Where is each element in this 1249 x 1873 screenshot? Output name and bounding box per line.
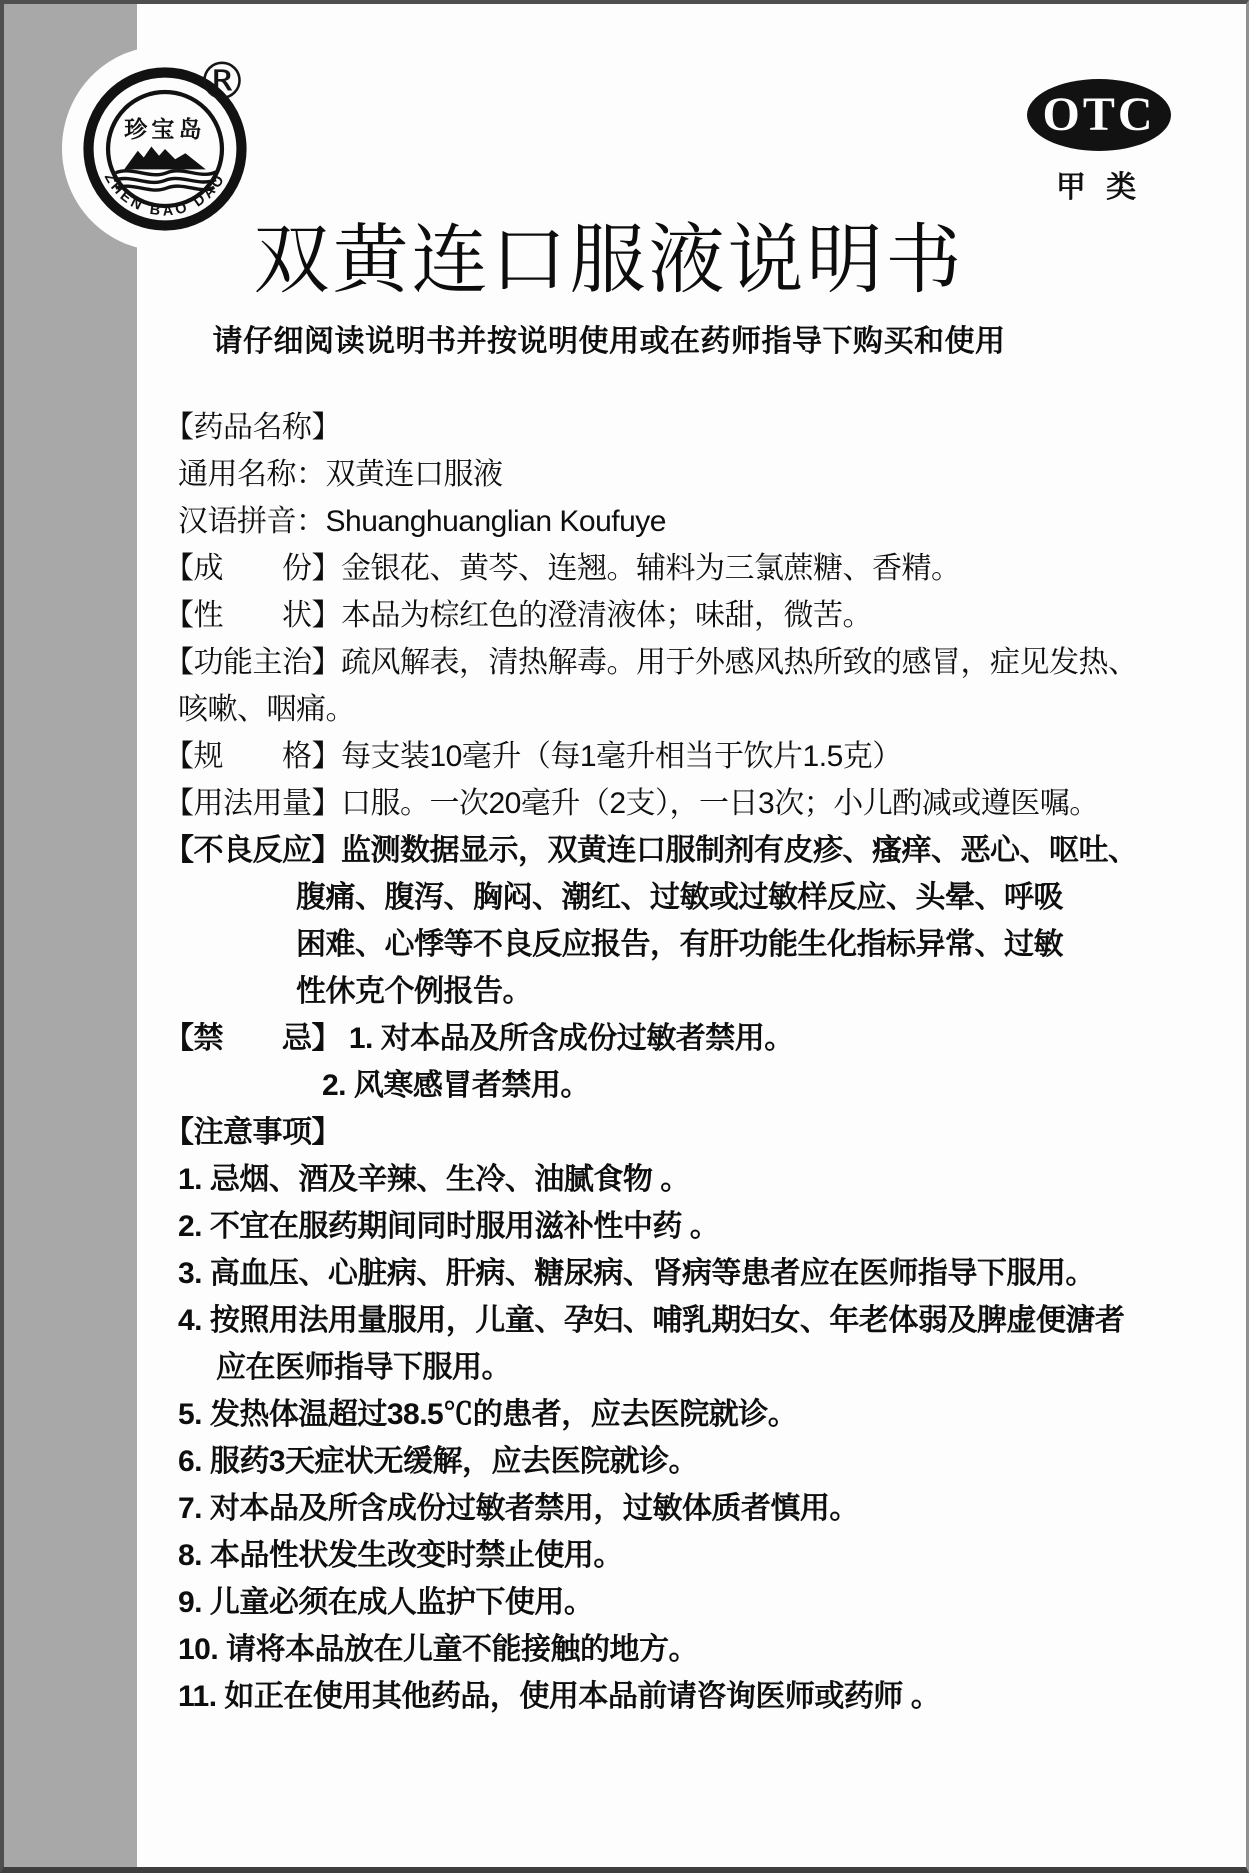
- description-line: 【性 状】本品为棕红色的澄清液体；味甜，微苦。: [164, 598, 872, 632]
- precaution-item-8: 8. 本品性状发生改变时禁止使用。: [178, 1538, 623, 1572]
- adverse-reactions-line-2: 腹痛、腹泻、胸闷、潮红、过敏或过敏样反应、头晕、呼吸: [296, 880, 1063, 914]
- precaution-item-4-line-1: 4. 按照用法用量服用，儿童、孕妇、哺乳期妇女、年老体弱及脾虚便溏者: [178, 1303, 1125, 1337]
- precaution-item-3: 3. 高血压、心脏病、肝病、糖尿病、肾病等患者应在医师指导下服用。: [178, 1256, 1095, 1290]
- precaution-item-7: 7. 对本品及所含成份过敏者禁用，过敏体质者慎用。: [178, 1491, 859, 1525]
- precaution-item-4-line-2: 应在医师指导下服用。: [216, 1350, 511, 1384]
- adverse-reactions-line-3: 困难、心悸等不良反应报告，有肝功能生化指标异常、过敏: [296, 927, 1063, 961]
- logo-brand-cn: 珍宝岛: [124, 116, 206, 143]
- adverse-reactions-line-4: 性休克个例报告。: [296, 974, 532, 1008]
- section-precautions: 【注意事项】: [164, 1115, 341, 1149]
- precaution-item-1: 1. 忌烟、酒及辛辣、生冷、油腻食物 。: [178, 1162, 690, 1196]
- logo-mountain-icon: [124, 146, 206, 169]
- section-drug-name: 【药品名称】: [164, 410, 341, 444]
- dosage-line: 【用法用量】口服。一次20毫升（2支），一日3次；小儿酌减或遵医嘱。: [164, 786, 1099, 820]
- precaution-item-6: 6. 服药3天症状无缓解，应去医院就诊。: [178, 1444, 699, 1478]
- precaution-item-2: 2. 不宜在服药期间同时服用滋补性中药 。: [178, 1209, 720, 1243]
- page-title: 双黄连口服液说明书: [253, 219, 965, 303]
- adverse-reactions-line-1: 【不良反应】监测数据显示，双黄连口服制剂有皮疹、瘙痒、恶心、呕吐、: [164, 833, 1138, 867]
- indications-line-1: 【功能主治】疏风解表，清热解毒。用于外感风热所致的感冒，症见发热、: [164, 645, 1138, 679]
- precaution-item-9: 9. 儿童必须在成人监护下使用。: [178, 1585, 594, 1619]
- left-gray-band: [4, 4, 137, 1867]
- insert-body: [164, 400, 1206, 1716]
- precaution-item-11: 11. 如正在使用其他药品，使用本品前请咨询医师或药师 。: [178, 1679, 941, 1713]
- precaution-item-10: 10. 请将本品放在儿童不能接触的地方。: [178, 1632, 699, 1666]
- precaution-item-5: 5. 发热体温超过38.5℃的患者，应去医院就诊。: [178, 1397, 798, 1431]
- generic-name-line: 通用名称：双黄连口服液: [178, 457, 503, 491]
- registered-trademark-icon: ®: [196, 52, 248, 112]
- otc-badge: [1027, 79, 1171, 151]
- pinyin-line: 汉语拼音：Shuanghuanglian Koufuye: [178, 504, 666, 538]
- contraindication-line-2: 2. 风寒感冒者禁用。: [322, 1068, 590, 1102]
- contraindication-line-1: 【禁 忌】 1. 对本品及所含成份过敏者禁用。: [164, 1021, 794, 1055]
- page-subtitle: 请仔细阅读说明书并按说明使用或在药师指导下购买和使用: [212, 325, 1006, 358]
- ingredients-line: 【成 份】金银花、黄芩、连翘。辅料为三氯蔗糖、香精。: [164, 551, 961, 585]
- otc-label: OTC: [1042, 88, 1156, 141]
- indications-line-2: 咳嗽、咽痛。: [178, 692, 355, 726]
- specification-line: 【规 格】每支装10毫升（每1毫升相当于饮片1.5克）: [164, 739, 902, 773]
- otc-category-label: 甲 类: [1055, 171, 1143, 204]
- logo-brand-en: ZHEN BAO DAO: [100, 170, 230, 220]
